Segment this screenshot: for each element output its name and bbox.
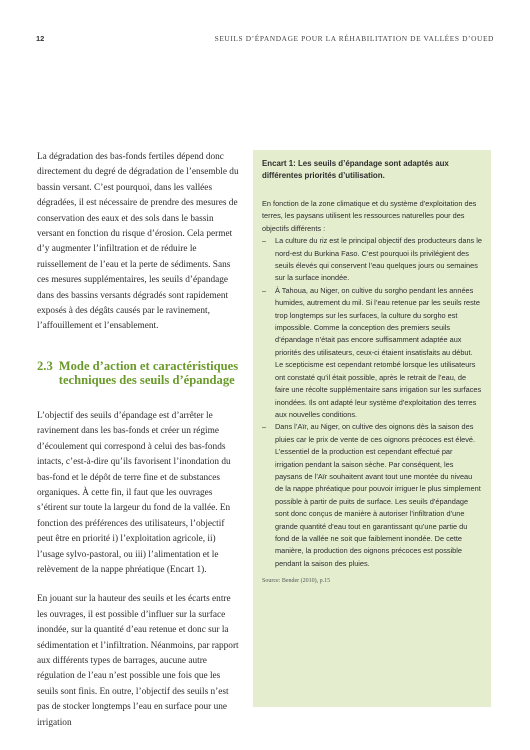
body-paragraph: L’objectif des seuils d’épandage est d’arrêter le ravinement dans les bas-fonds et créer un régime d’écoulement qui correspond à celui des bas-fonds intacts, c’est-à-dire qu’ils favorisent l’inondation du bas-fond et le dépôt de terre fine et de substances organiques. À cette fin, il faut que les ouvrages s’étirent sur toute la largeur du fond de la vallée. En fonction des préférences des utilisateurs, l’objectif peut être en priorité i) l’exploitation agricole, ii) l’usage sylvo-pastoral, ou iii) l’alimentation et le relèvement de la nappe phréatique (Encart 1). [37,410,231,575]
list-item [262,285,482,421]
dash-bullet: – [262,236,267,246]
dash-bullet: – [262,285,267,295]
list-item [262,235,482,285]
section-title: Mode d’action et caractéristiques techniques des seuils d’épandage [58,358,239,387]
box-title: Encart 1: Les seuils d’épandage sont adaptés aux différentes priorités d’utilisation. [262,159,449,180]
box-list [262,235,482,570]
main-column [37,150,240,745]
section-heading [37,359,240,387]
page-number: 12 [36,34,45,43]
section-number: 2.3 [37,358,53,373]
running-head: SEUILS D’ÉPANDAGE POUR LA RÉHABILITATION DE VALLÉES D’OUED [214,34,494,43]
body-paragraph: En jouant sur la hauteur des seuils et les écarts entre les ouvrages, il est possible d’influer sur la surface inondée, sur la quantité d’eau retenue et donc sur la sédimentation et l’infiltration. Néanmoins, par rapport aux différents types de barrages, aucune autre régulation de l’eau n’est possible une fois que les seuils sont finis. En outre, l’objectif des seuils n’est pas de stocker longtemps l’eau en surface pour une irrigation [37,594,239,728]
box-source: Source: Bender (2010), p.15 [262,578,331,585]
list-item-text: À Tahoua, au Niger, on cultive du sorgho pendant les années humides, autrement du mil. Si l’eau retenue par les seuils reste trop longtemps sur les surfaces, la culture du sorgho est impossible. Comme la conception des premiers seuils d’épandage n’était pas encore suffisamment adaptée aux priorités des utilisateurs, ceux-ci étaient insatisfaits au début. Le scepticisme est cependant retombé lorsque les utilisateurs ont constaté qu’il était possible, après le retrait de l’eau, de faire une récolte supplémentaire sans irrigation sur les surfaces inondées. Ils ont adapté leur système d’exploitation des terres aux nouvelles conditions. [275,285,482,419]
box-intro: En fonction de la zone climatique et du système d’exploitation des terres, les paysans utilisent les ressources naturelles pour des objectifs différents : [262,199,477,233]
list-item-text: Dans l’Aïr, au Niger, on cultive des oignons dès la saison des pluies car le prix de vente de ces oignons précoces est élevé. L’essentiel de la production est cependant effectué par irrigation pendant la saison sèche. Par conséquent, les paysans de l’Aïr souhaitent avant tout une montée du niveau de la nappe phréatique pour pouvoir irriguer le plus simplement possible à partir de puits de surface. Les seuils d’épandage sont donc conçus de manière à autoriser l’infiltration d’une grande quantité d’eau tout en garantissant qu’une partie du fond de la vallée ne soit que faiblement inondée. De cette manière, la production des oignons précoces est possible pendant la saison des pluies. [275,422,481,568]
body-paragraph: La dégradation des bas-fonds fertiles dépend donc directement du degré de dégradation de l’ensemble du bassin versant. C’est pourquoi, dans les vallées dégradées, il est nécessaire de prendre des mesures de conservation des eaux et des sols dans le bassin versant en fonction du risque d’érosion. Cela permet d’y augmenter l’infiltration et de réduire le ruissellement de l’eau et la perte de sédiments. Sans ces mesures supplémentaires, les seuils d’épandage dans des bassins versants dégradés sont rapidement exposés à des dégâts causés par le ravinement, l’affouillement et l’ensablement. [37,152,239,332]
list-item-text: La culture du riz est le principal objectif des producteurs dans le nord-est du Burkina Faso. C’est pourquoi ils privilégient des seuils élevés qui conservent l’eau quelques jours ou semaines sur la surface inondée. [275,236,482,283]
list-item [262,421,482,570]
sidebar-box [253,150,491,707]
dash-bullet: – [262,422,267,432]
